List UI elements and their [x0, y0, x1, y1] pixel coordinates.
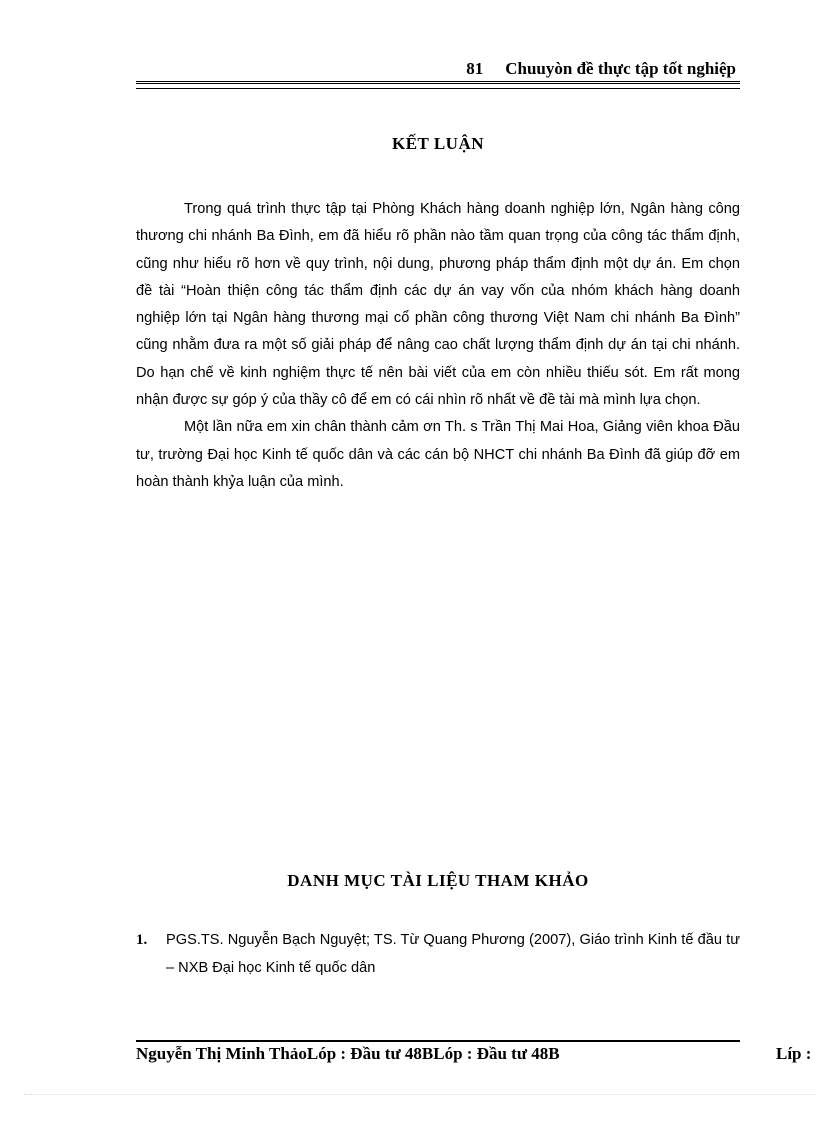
- page-number: 81: [466, 59, 484, 78]
- footer-author: Nguyễn Thị Minh ThảoLóp : Đầu tư 48BLóp : Đầu tư 48B: [136, 1044, 560, 1063]
- conclusion-body: [136, 196, 740, 496]
- references-title: DANH MỤC TÀI LIỆU THAM KHẢO: [287, 871, 589, 890]
- header-text: [466, 59, 736, 79]
- page-header: [136, 56, 740, 82]
- header-title: Chuuyòn đề thực tập tốt nghiệp: [505, 59, 736, 78]
- reference-text: PGS.TS. Nguyễn Bạch Nguyệt; TS. Từ Quang Phương (2007), Giáo trình Kinh tế đầu tư – NXB Đại học Kinh tế quốc dân: [166, 932, 740, 976]
- page-bottom-edge: [24, 1094, 816, 1095]
- reference-number: 1.: [136, 932, 148, 948]
- conclusion-paragraph: Một lần nữa em xin chân thành cảm ơn Th. s Trần Thị Mai Hoa, Giảng viên khoa Đầu tư, trường Đại học Kinh tế quốc dân và các cán bộ NHCT chi nhánh Ba Đình đã giúp đỡ em hoàn thành khỷa luận của mình.: [136, 419, 740, 490]
- footer-divider: [136, 1040, 740, 1042]
- reference-item: [136, 926, 740, 982]
- footer-class: Líp :: [776, 1044, 812, 1063]
- conclusion-paragraph: Trong quá trình thực tập tại Phòng Khách hàng doanh nghiệp lớn, Ngân hàng công thương chi nhánh Ba Đình, em đã hiểu rõ phần nào tầm quan trọng của công tác thẩm định, cũng như hiểu rõ hơn về quy trình, nội dung, phương pháp thẩm định một dự án. Em chọn đề tài “Hoàn thiện công tác thẩm định các dự án vay vốn của nhóm khách hàng doanh nghiệp lớn tại Ngân hàng thương mại cổ phần công thương Việt Nam chi nhánh Ba Đình” cũng nhằm đưa ra một số giải pháp để nâng cao chất lượng thẩm định dự án tại chi nhánh. Do hạn chế về kinh nghiệm thực tế nên bài viết của em còn nhiều thiếu sót. Em rất mong nhận được sự góp ý của thầy cô để em có cái nhìn rõ nhất về đề tài mà mình lựa chọn.: [136, 201, 740, 409]
- conclusion-title: KẾT LUẬN: [391, 134, 484, 153]
- header-divider: [136, 81, 740, 89]
- references-list: [136, 926, 740, 982]
